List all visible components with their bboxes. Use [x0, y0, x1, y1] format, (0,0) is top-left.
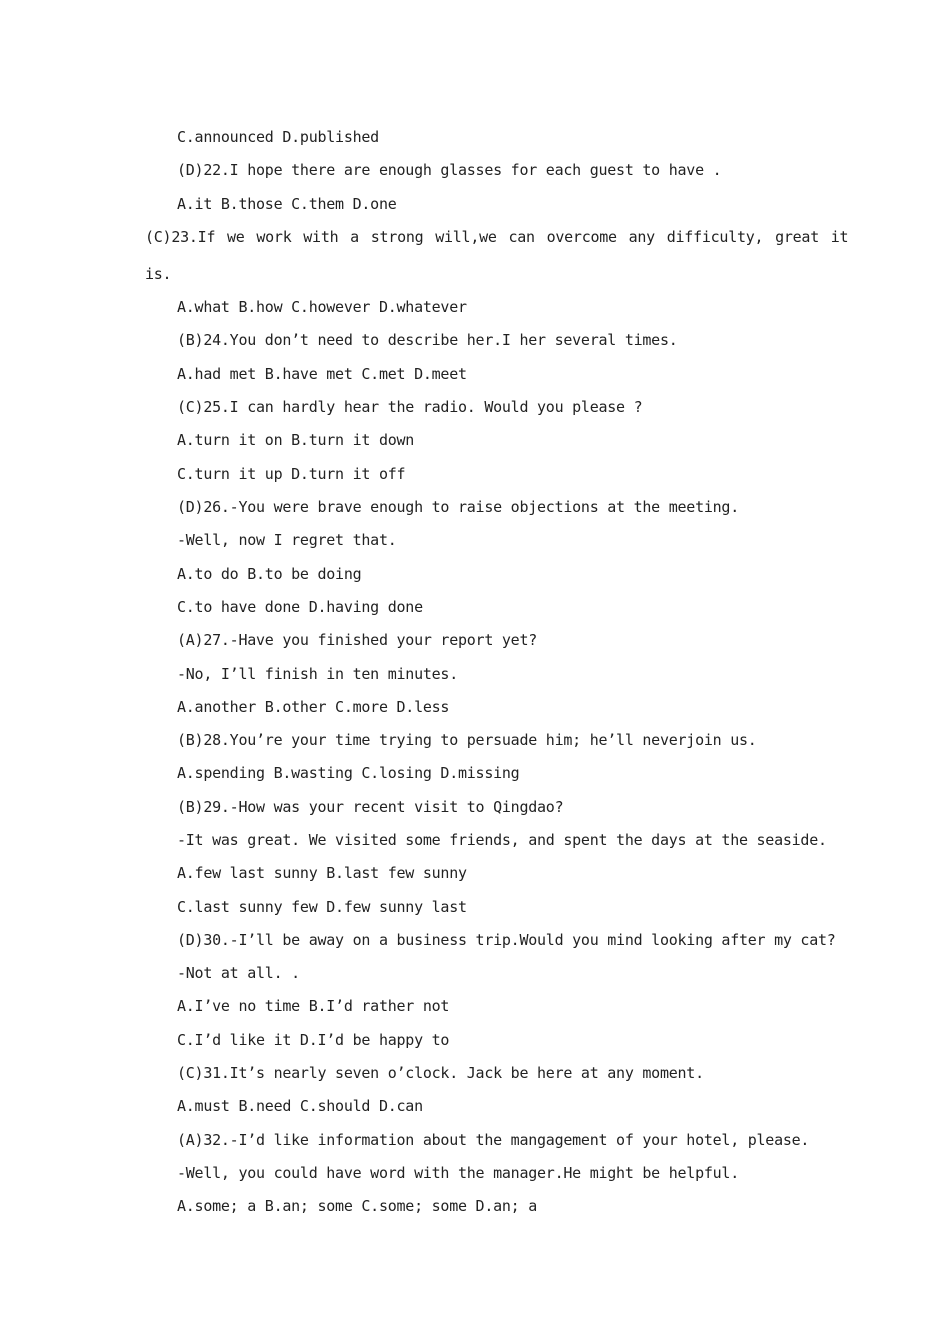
options-25-ab: A.turn it on B.turn it down: [177, 431, 415, 449]
question-30-reply: -Not at all. .: [177, 964, 300, 982]
question-23-cont: is.: [145, 265, 172, 283]
question-22: (D)22.I hope there are enough glasses for each guest to have .: [177, 161, 722, 179]
question-23: (C)23.If we work with a strong will,we can overcome any difficulty, great it: [145, 228, 849, 246]
question-27: (A)27.-Have you finished your report yet?: [177, 631, 538, 649]
options-29-ab: A.few last sunny B.last few sunny: [177, 864, 467, 882]
options-26-cd: C.to have done D.having done: [177, 598, 423, 616]
question-25: (C)25.I can hardly hear the radio. Would you please ?: [177, 398, 643, 416]
options-32: A.some; a B.an; some C.some; some D.an; a: [177, 1197, 538, 1215]
options-24: A.had met B.have met C.met D.meet: [177, 365, 467, 383]
options-22: A.it B.those C.them D.one: [177, 195, 397, 213]
option-line-q21-cd: C.announced D.published: [177, 128, 379, 146]
options-23: A.what B.how C.however D.whatever: [177, 298, 467, 316]
options-30-ab: A.I’ve no time B.I’d rather not: [177, 997, 450, 1015]
options-30-cd: C.I’d like it D.I’d be happy to: [177, 1031, 450, 1049]
question-32-reply: -Well, you could have word with the manager.He might be helpful.: [177, 1164, 739, 1182]
options-29-cd: C.last sunny few D.few sunny last: [177, 898, 467, 916]
question-31: (C)31.It’s nearly seven o’clock. Jack be here at any moment.: [177, 1064, 704, 1082]
question-26: (D)26.-You were brave enough to raise objections at the meeting.: [177, 498, 739, 516]
question-30: (D)30.-I’ll be away on a business trip.Would you mind looking after my cat?: [177, 931, 836, 949]
options-26-ab: A.to do B.to be doing: [177, 565, 362, 583]
question-26-reply: -Well, now I regret that.: [177, 531, 397, 549]
question-28: (B)28.You’re your time trying to persuade him; he’ll neverjoin us.: [177, 731, 757, 749]
question-27-reply: -No, I’ll finish in ten minutes.: [177, 665, 458, 683]
options-31: A.must B.need C.should D.can: [177, 1097, 423, 1115]
question-32: (A)32.-I’d like information about the mangagement of your hotel, please.: [177, 1131, 810, 1149]
options-27: A.another B.other C.more D.less: [177, 698, 450, 716]
question-29-reply: -It was great. We visited some friends, and spent the days at the seaside.: [177, 831, 827, 849]
question-24: (B)24.You don’t need to describe her.I her several times.: [177, 331, 678, 349]
options-28: A.spending B.wasting C.losing D.missing: [177, 764, 520, 782]
question-29: (B)29.-How was your recent visit to Qingdao?: [177, 798, 564, 816]
options-25-cd: C.turn it up D.turn it off: [177, 465, 406, 483]
